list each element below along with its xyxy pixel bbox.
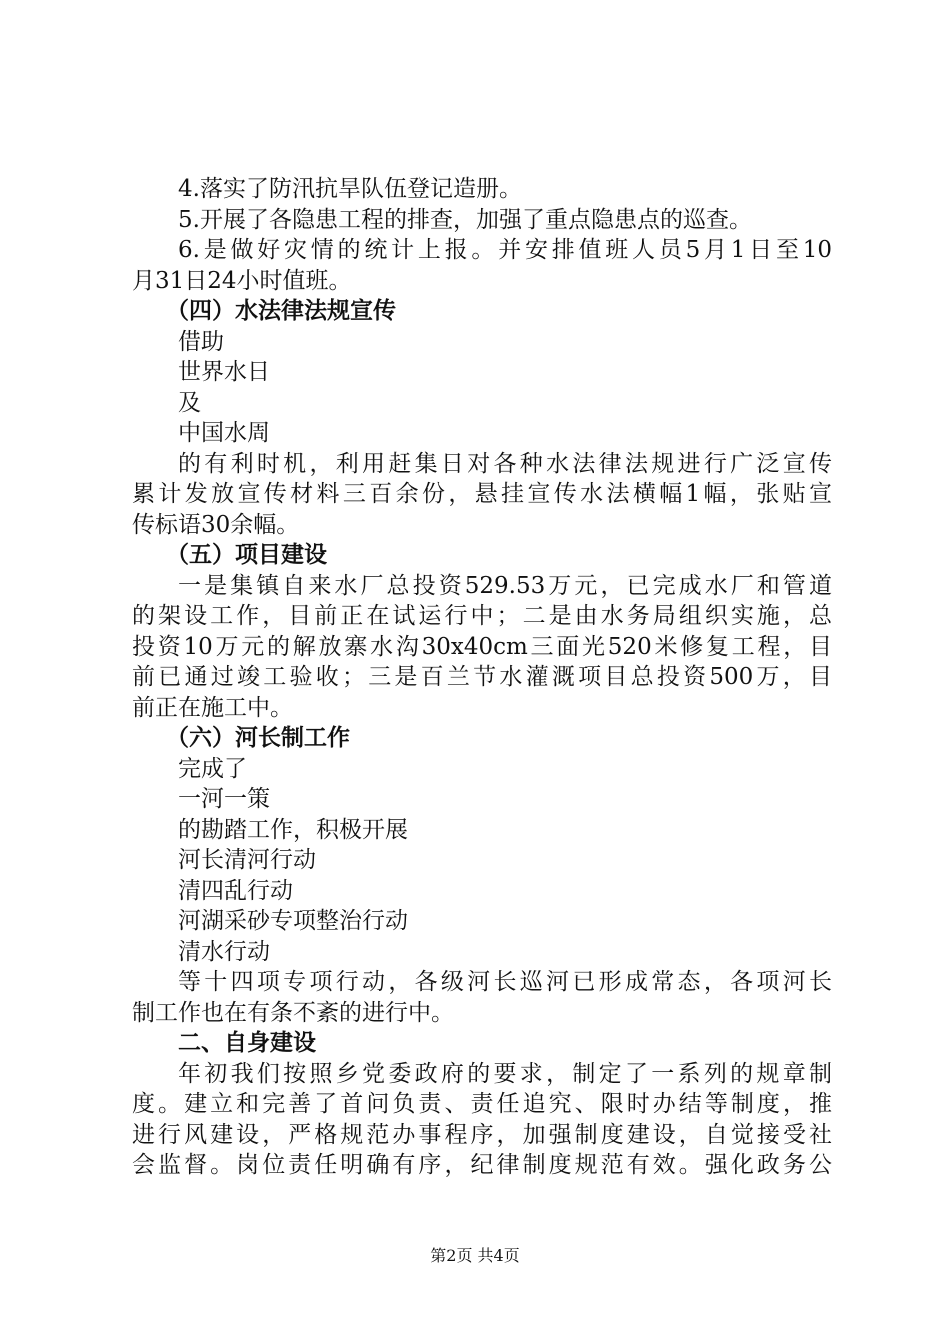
section-heading-4: （四）水法律法规宣传 (166, 298, 396, 324)
paragraph-line: 清水行动 (178, 938, 270, 965)
paragraph-line: 一河一策 (178, 786, 270, 812)
paragraph-line: 进行风建设，严格规范办事程序，加强制度建设，自觉接受社 (132, 1121, 832, 1148)
paragraph-line: 投资10万元的解放寨水沟30x40cm三面光520米修复工程，目 (132, 633, 832, 660)
paragraph-line: 年初我们按照乡党委政府的要求，制定了一系列的规章制 (178, 1060, 832, 1087)
paragraph-line: 传标语30余幅。 (132, 511, 300, 538)
paragraph-line: 前已通过竣工验收；三是百兰节水灌溉项目总投资500万，目 (132, 664, 832, 690)
section-heading-self-building: 二、自身建设 (178, 1030, 316, 1056)
paragraph-line: 4.落实了防汛抗旱队伍登记造册。 (178, 176, 522, 202)
paragraph-line: 一是集镇自来水厂总投资529.53万元，已完成水厂和管道 (178, 572, 832, 599)
paragraph-line: 会监督。岗位责任明确有序，纪律制度规范有效。强化政务公 (132, 1152, 832, 1178)
paragraph-line: 世界水日 (178, 359, 270, 385)
paragraph-line: 及 (178, 389, 201, 416)
paragraph-line: 月31日24小时值班。 (132, 267, 352, 294)
page-number-footer: 第2页 共4页 (430, 1246, 520, 1265)
document-body (132, 174, 832, 1181)
paragraph-line: 中国水周 (178, 420, 270, 446)
paragraph-line: 的勘踏工作，积极开展 (178, 816, 408, 843)
paragraph-line: 清四乱行动 (178, 877, 293, 904)
paragraph-line: 完成了 (178, 755, 247, 782)
paragraph-line: 的架设工作，目前正在试运行中；二是由水务局组织实施，总 (132, 603, 832, 629)
paragraph-line: 6.是做好灾情的统计上报。并安排值班人员5月1日至10 (178, 237, 832, 263)
paragraph-line: 累计发放宣传材料三百余份，悬挂宣传水法横幅1幅，张贴宣 (132, 481, 832, 507)
section-heading-6: （六）河长制工作 (166, 725, 350, 751)
paragraph-line: 河长清河行动 (178, 847, 316, 873)
paragraph-line: 前正在施工中。 (132, 694, 293, 721)
paragraph-line: 度。建立和完善了首问负责、责任追究、限时办结等制度，推 (132, 1091, 832, 1117)
paragraph-line: 等十四项专项行动，各级河长巡河已形成常态，各项河长 (178, 969, 832, 995)
paragraph-line: 的有利时机，利用赶集日对各种水法律法规进行广泛宣传 (178, 450, 832, 477)
paragraph-line: 5.开展了各隐患工程的排查，加强了重点隐患点的巡查。 (178, 206, 752, 233)
paragraph-line: 制工作也在有条不紊的进行中。 (132, 999, 454, 1026)
section-heading-5: （五）项目建设 (166, 542, 327, 568)
paragraph-line: 河湖采砂专项整治行动 (178, 908, 408, 934)
paragraph-line: 借助 (178, 328, 224, 355)
